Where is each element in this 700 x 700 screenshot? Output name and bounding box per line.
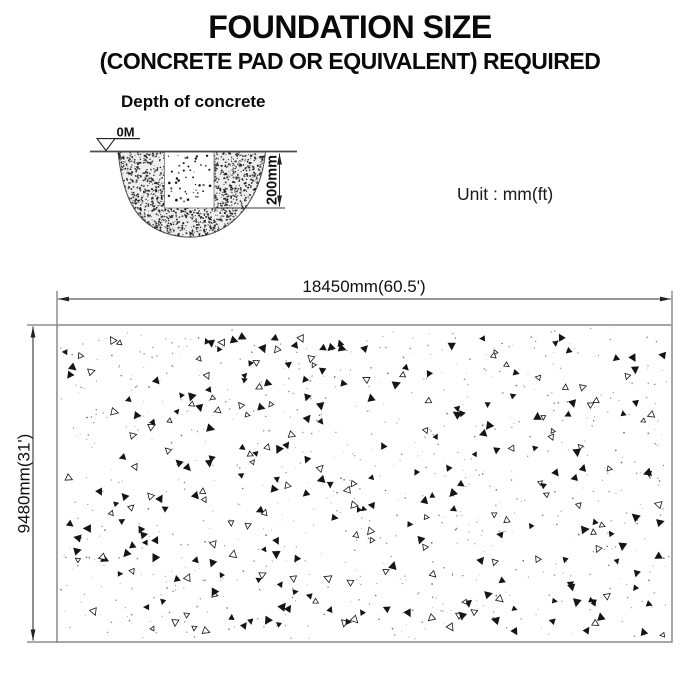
depth-diagram-title: Depth of concrete (121, 92, 266, 111)
concrete-pad-plan (57, 325, 672, 642)
plan-width-label: 18450mm(60.5') (302, 277, 426, 296)
plan-width-dimension (57, 277, 672, 324)
depth-section-diagram (90, 125, 297, 238)
datum-level-icon (97, 139, 140, 151)
plan-view-diagram (15, 277, 673, 642)
page-title: FOUNDATION SIZE (208, 9, 492, 45)
plan-height-dimension (15, 325, 58, 642)
plan-height-label: 9480mm(31') (14, 433, 34, 534)
unit-note: Unit : mm(ft) (457, 184, 554, 204)
page-subtitle: (CONCRETE PAD OR EQUIVALENT) REQUIRED (99, 48, 601, 74)
concrete-pad-section (165, 152, 215, 208)
datum-label: 0M (116, 124, 135, 140)
depth-dimension-label: 200mm (264, 155, 281, 205)
